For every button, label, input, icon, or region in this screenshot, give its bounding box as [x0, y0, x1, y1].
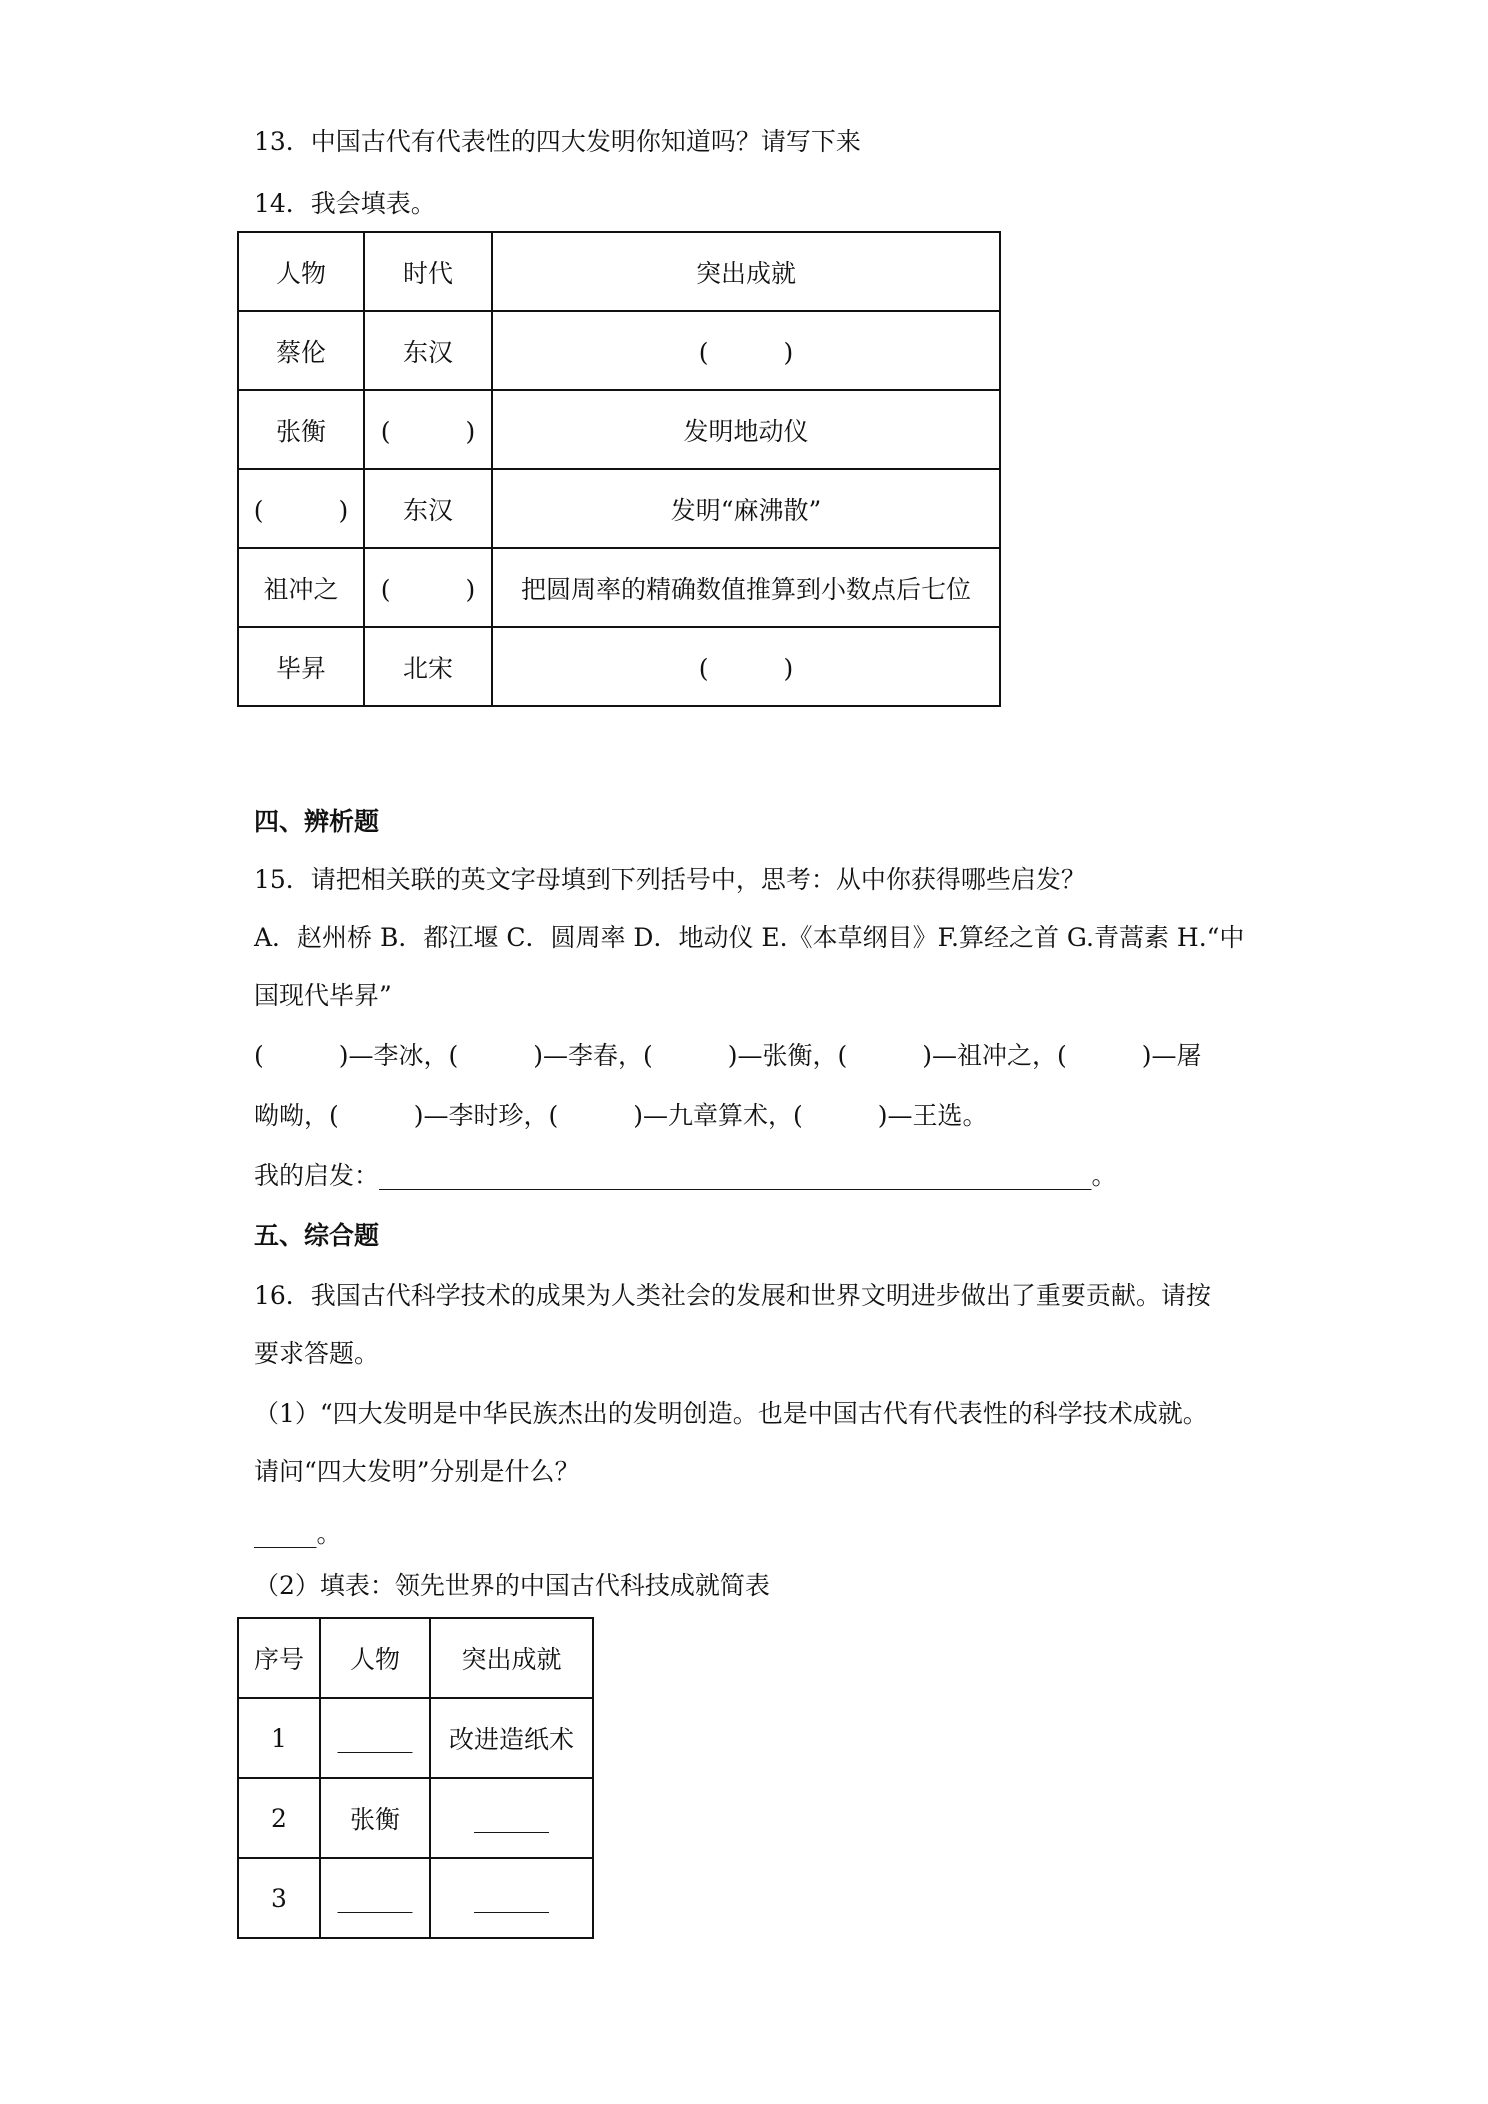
question-13: 13．中国古代有代表性的四大发明你知道吗？请写下来 [254, 127, 861, 156]
question-15-prompt: 15．请把相关联的英文字母填到下列括号中，思考：从中你获得哪些启发？ [254, 865, 1086, 894]
inspiration-answer-line: 我的启发：_________________________________________________________。 [254, 1161, 1117, 1190]
question-15-options: A．赵州桥 B．都江堰 C．圆周率 D．地动仪 E.《本草纲目》F.算经之首 G.青蒿素 H.“中 [254, 923, 1245, 952]
question-16-cont: 要求答题。 [254, 1339, 380, 1368]
question-15-options-cont: 国现代毕昇” [254, 981, 392, 1010]
table-cell: 东汉 [364, 311, 492, 390]
table-cell: 改进造纸术 [430, 1698, 593, 1778]
column-header: 人物 [320, 1618, 430, 1698]
column-header: 序号 [238, 1618, 320, 1698]
table-header-row [238, 1618, 593, 1698]
table-cell: ( ) [492, 627, 1000, 706]
figures-achievements-table [237, 231, 1001, 707]
table-cell: ( ) [238, 469, 364, 548]
table-row [238, 469, 1000, 548]
column-header: 突出成就 [492, 232, 1000, 311]
section-heading-analysis: 四、辨析题 [254, 807, 380, 836]
table-cell: 3 [238, 1858, 320, 1938]
table-cell: ( ) [364, 548, 492, 627]
table-row [238, 1778, 593, 1858]
table-cell: 北宋 [364, 627, 492, 706]
table-row [238, 1858, 593, 1938]
table-cell: 毕昇 [238, 627, 364, 706]
table-cell: ______ [320, 1858, 430, 1938]
table-cell: 张衡 [238, 390, 364, 469]
table-row [238, 390, 1000, 469]
table-cell: ______ [430, 1778, 593, 1858]
table-cell: ( ) [492, 311, 1000, 390]
column-header: 突出成就 [430, 1618, 593, 1698]
question-15-matching-cont: 呦呦，( )—李时珍，( )—九章算术，( )—王选。 [254, 1101, 988, 1130]
table-row [238, 548, 1000, 627]
table-cell: 发明地动仪 [492, 390, 1000, 469]
question-15-matching: ( )—李冰，( )—李春，( )—张衡，( )—祖冲之，( )—屠 [254, 1041, 1202, 1070]
question-14: 14．我会填表。 [254, 189, 436, 218]
achievements-summary-table [237, 1617, 594, 1939]
table-cell: 把圆周率的精确数值推算到小数点后七位 [492, 548, 1000, 627]
table-cell: 祖冲之 [238, 548, 364, 627]
table-row [238, 1698, 593, 1778]
table-cell: ______ [430, 1858, 593, 1938]
table-cell: ( ) [364, 390, 492, 469]
table-cell: 东汉 [364, 469, 492, 548]
table-cell: ______ [320, 1698, 430, 1778]
question-16: 16．我国古代科学技术的成果为人类社会的发展和世界文明进步做出了重要贡献。请按 [254, 1281, 1211, 1310]
table-cell: 发明“麻沸散” [492, 469, 1000, 548]
table-row [238, 311, 1000, 390]
table-cell: 2 [238, 1778, 320, 1858]
question-16-part-1: （1）“四大发明是中华民族杰出的发明创造。也是中国古代有代表性的科学技术成就。 [254, 1399, 1208, 1428]
column-header: 人物 [238, 232, 364, 311]
question-16-part-2: （2）填表：领先世界的中国古代科技成就简表 [254, 1571, 770, 1600]
section-heading-comprehensive: 五、综合题 [254, 1221, 380, 1250]
table-cell: 蔡伦 [238, 311, 364, 390]
column-header: 时代 [364, 232, 492, 311]
answer-blank: _____。 [254, 1519, 342, 1548]
question-16-part-1-cont: 请问“四大发明”分别是什么？ [254, 1457, 580, 1486]
table-cell: 1 [238, 1698, 320, 1778]
table-header-row [238, 232, 1000, 311]
table-row [238, 627, 1000, 706]
table-cell: 张衡 [320, 1778, 430, 1858]
